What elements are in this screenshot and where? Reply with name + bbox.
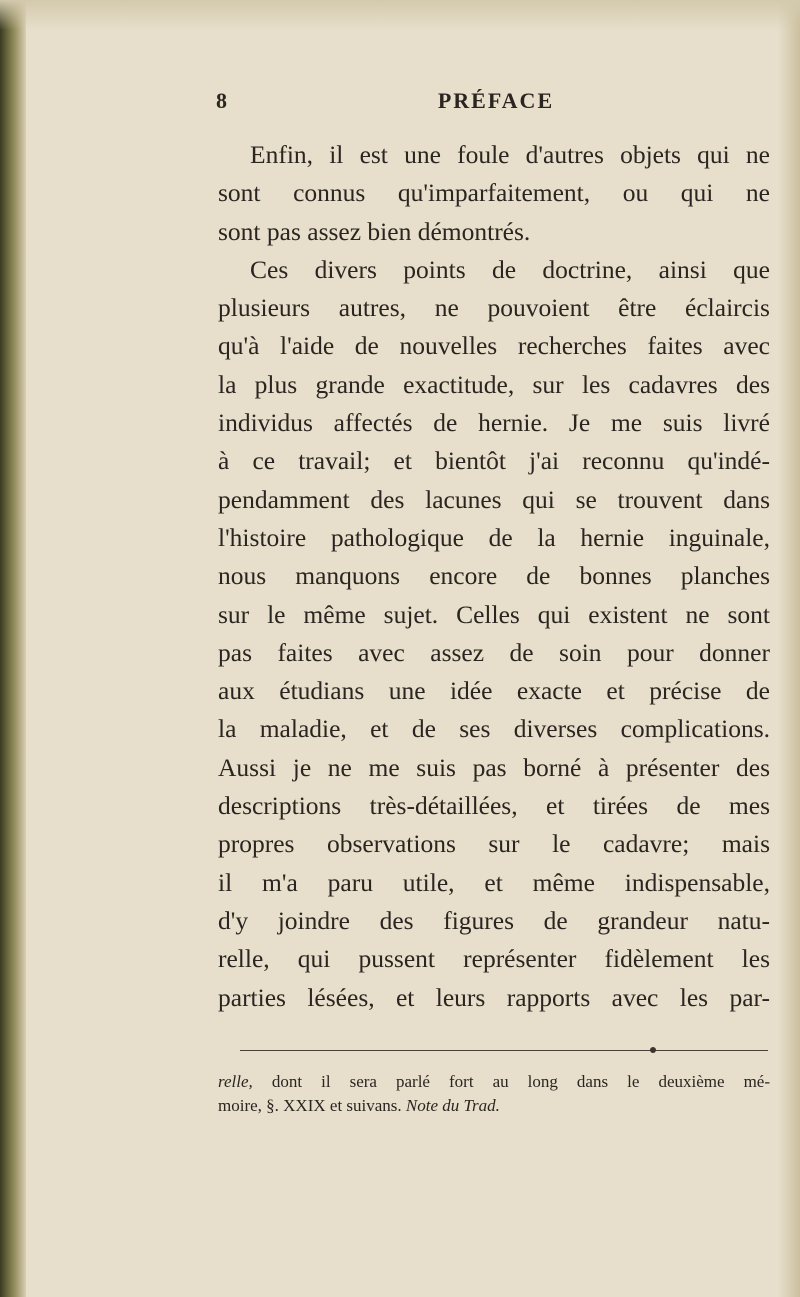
book-binding-shadow	[0, 0, 26, 1297]
text-line: la plus grande exactitude, sur les cadavres des	[218, 369, 770, 399]
text-line: Enfin, il est une foule d'autres objets qui ne	[250, 140, 770, 169]
text-line: pas faites avec assez de soin pour donner	[218, 637, 770, 667]
running-head: PRÉFACE	[437, 88, 555, 113]
text-line: Aussi je ne me suis pas borné à présenter des	[218, 752, 770, 782]
text-line: sont connus qu'imparfaitement, ou qui ne	[218, 178, 770, 208]
page-number: 8	[216, 88, 227, 113]
footnote-text-1: dont il sera parlé fort au long dans le deuxième mé-	[271, 1072, 770, 1091]
footnote	[218, 1070, 770, 1118]
footnote-rule	[240, 1050, 768, 1051]
text-line: à ce travail; et bientôt j'ai reconnu qu'indé-	[218, 446, 770, 476]
text-line: parties lésées, et leurs rapports avec les par-	[218, 982, 770, 1012]
page-top-shadow	[0, 0, 800, 30]
text-line: aux étudians une idée exacte et précise de	[218, 676, 770, 706]
text-line: relle, qui pussent représenter fidèlement les	[218, 944, 770, 974]
footnote-line-2	[218, 1094, 770, 1118]
text-line: sur le même sujet. Celles qui existent ne sont	[218, 599, 770, 629]
text-line: l'histoire pathologique de la hernie inguinale,	[218, 522, 770, 552]
footnote-lead: relle,	[218, 1072, 253, 1091]
text-line: nous manquons encore de bonnes planches	[218, 561, 770, 591]
text-line: qu'à l'aide de nouvelles recherches faites avec	[218, 331, 770, 361]
page-header	[216, 88, 776, 118]
rule-mark	[650, 1047, 656, 1053]
translator-note: Note du Trad.	[405, 1096, 500, 1115]
text-line: d'y joindre des figures de grandeur natu-	[218, 905, 770, 935]
text-line: descriptions très-détaillées, et tirées de mes	[218, 791, 770, 821]
text-line: il m'a paru utile, et même indispensable,	[218, 867, 770, 897]
page-edge	[778, 0, 800, 1297]
text-line: la maladie, et de ses diverses complications.	[218, 714, 770, 744]
text-line: plusieurs autres, ne pouvoient être éclaircis	[218, 293, 770, 323]
text-line: individus affectés de hernie. Je me suis livré	[218, 408, 770, 438]
text-line: pendamment des lacunes qui se trouvent dans	[218, 484, 770, 514]
footnote-text-2: moire, §. XXIX et suivans.	[218, 1096, 402, 1115]
text-line: Ces divers points de doctrine, ainsi que	[250, 254, 770, 284]
footnote-line-1	[218, 1070, 770, 1094]
text-line: propres observations sur le cadavre; mais	[218, 829, 770, 859]
text-line: sont pas assez bien démontrés.	[218, 216, 531, 246]
body-text	[218, 136, 770, 1017]
